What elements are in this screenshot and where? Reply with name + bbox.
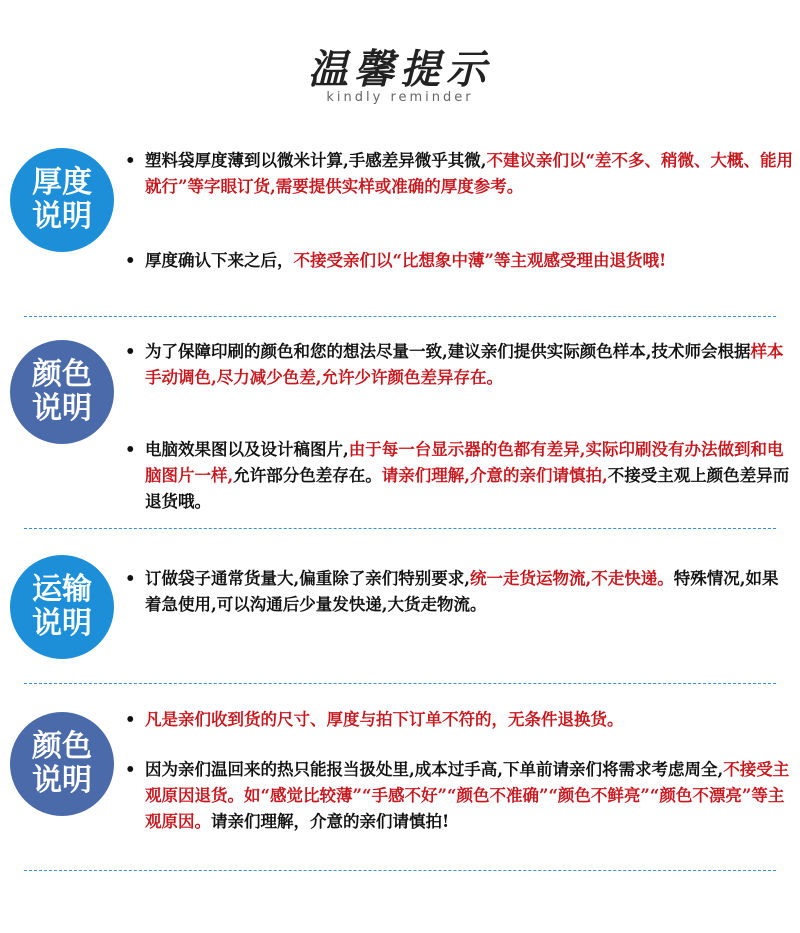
text-segment-red: 统一走货运物流,不走快递。 xyxy=(470,569,674,588)
bullet-item xyxy=(125,339,793,391)
text-segment: 不接受主观上颜色差异而退货哦。 xyxy=(145,466,790,511)
bullet-item xyxy=(125,248,793,274)
bullet-dot-icon: • xyxy=(125,342,136,361)
bullet-dot-icon: • xyxy=(125,251,136,270)
section-divider xyxy=(24,683,776,684)
color-badge xyxy=(10,340,114,444)
badge-line: 运输 xyxy=(32,572,92,607)
badge-line: 说明 xyxy=(32,763,92,798)
text-segment-red: 凡是亲们收到货的尺寸、厚度与拍下订单不符的，无条件退换货。 xyxy=(145,710,624,729)
bullet-text xyxy=(145,757,793,835)
text-segment: 请亲们理解，介意的亲们请慎拍! xyxy=(211,812,450,831)
bullet-item xyxy=(125,566,793,618)
bullet-text xyxy=(145,148,793,200)
bullet-text xyxy=(145,707,793,733)
text-segment: 为了保障印刷的颜色和您的想法尽量一致,建议亲们提供实际颜色样本,技术师会根据 xyxy=(145,342,751,361)
badge-line: 颜色 xyxy=(32,357,92,392)
text-segment-red: 由于每一台显示器的色都有差异,实际印刷没有办法做到和电脑图片一样, xyxy=(145,440,784,485)
badge-line: 说明 xyxy=(32,199,92,234)
text-segment: 厚度确认下来之后， xyxy=(145,251,294,270)
text-segment: 因为亲们温回来的热只能报当扱处里,成本过手高,下单前请亲们将需求考虑周全, xyxy=(145,760,724,779)
section-divider xyxy=(24,528,776,529)
text-segment-red: 不接受主观原因退货。如“感觉比较薄”“手感不好”“颜色不准确”“颜色不鲜亮”“颜色不漂亮”等主观原因。 xyxy=(145,760,790,831)
text-segment-red: 样本手动调色,尽力减少色差,允许少许颜色差异存在。 xyxy=(145,342,784,387)
text-segment: 电脑效果图以及设计稿图片, xyxy=(145,440,349,459)
shipping-badge xyxy=(10,555,114,659)
bullet-item xyxy=(125,437,793,515)
section-divider xyxy=(24,316,776,317)
return-badge xyxy=(10,712,114,816)
page-title: 温馨提示 xyxy=(308,47,492,93)
text-segment: 特殊情况,如果着急使用,可以沟通后少量发快递,大货走物流。 xyxy=(145,569,779,614)
text-segment-red: 不建议亲们以“差不多、稍微、大概、能用就行”等字眼订货,需要提供实样或准确的厚度参考。 xyxy=(145,151,793,196)
bullet-item xyxy=(125,757,793,835)
badge-line: 说明 xyxy=(32,606,92,641)
page-subtitle: kindly reminder xyxy=(326,90,474,105)
text-segment: 订做袋子通常货量大,偏重除了亲们特别要求, xyxy=(145,569,470,588)
bullet-text xyxy=(145,437,793,515)
bullet-item xyxy=(125,707,793,733)
bullet-item xyxy=(125,148,793,200)
bullet-dot-icon: • xyxy=(125,760,136,779)
text-segment: 塑料袋厚度薄到以微米计算,手感差异微乎其微, xyxy=(145,151,487,170)
bullet-text xyxy=(145,248,793,274)
thickness-badge xyxy=(10,148,114,252)
text-segment: 允许部分色差存在。 xyxy=(233,466,382,485)
bullet-dot-icon: • xyxy=(125,440,136,459)
bullet-text xyxy=(145,566,793,618)
section-divider xyxy=(24,870,776,871)
badge-line: 说明 xyxy=(32,391,92,426)
text-segment-red: 请亲们理解,介意的亲们请慎拍, xyxy=(381,466,608,485)
bullet-dot-icon: • xyxy=(125,151,136,170)
badge-line: 颜色 xyxy=(32,729,92,764)
bullet-dot-icon: • xyxy=(125,710,136,729)
bullet-dot-icon: • xyxy=(125,569,136,588)
bullet-text xyxy=(145,339,793,391)
badge-line: 厚度 xyxy=(32,165,92,200)
text-segment-red: 不接受亲们以“比想象中薄”等主观感受理由退货哦! xyxy=(293,251,667,270)
